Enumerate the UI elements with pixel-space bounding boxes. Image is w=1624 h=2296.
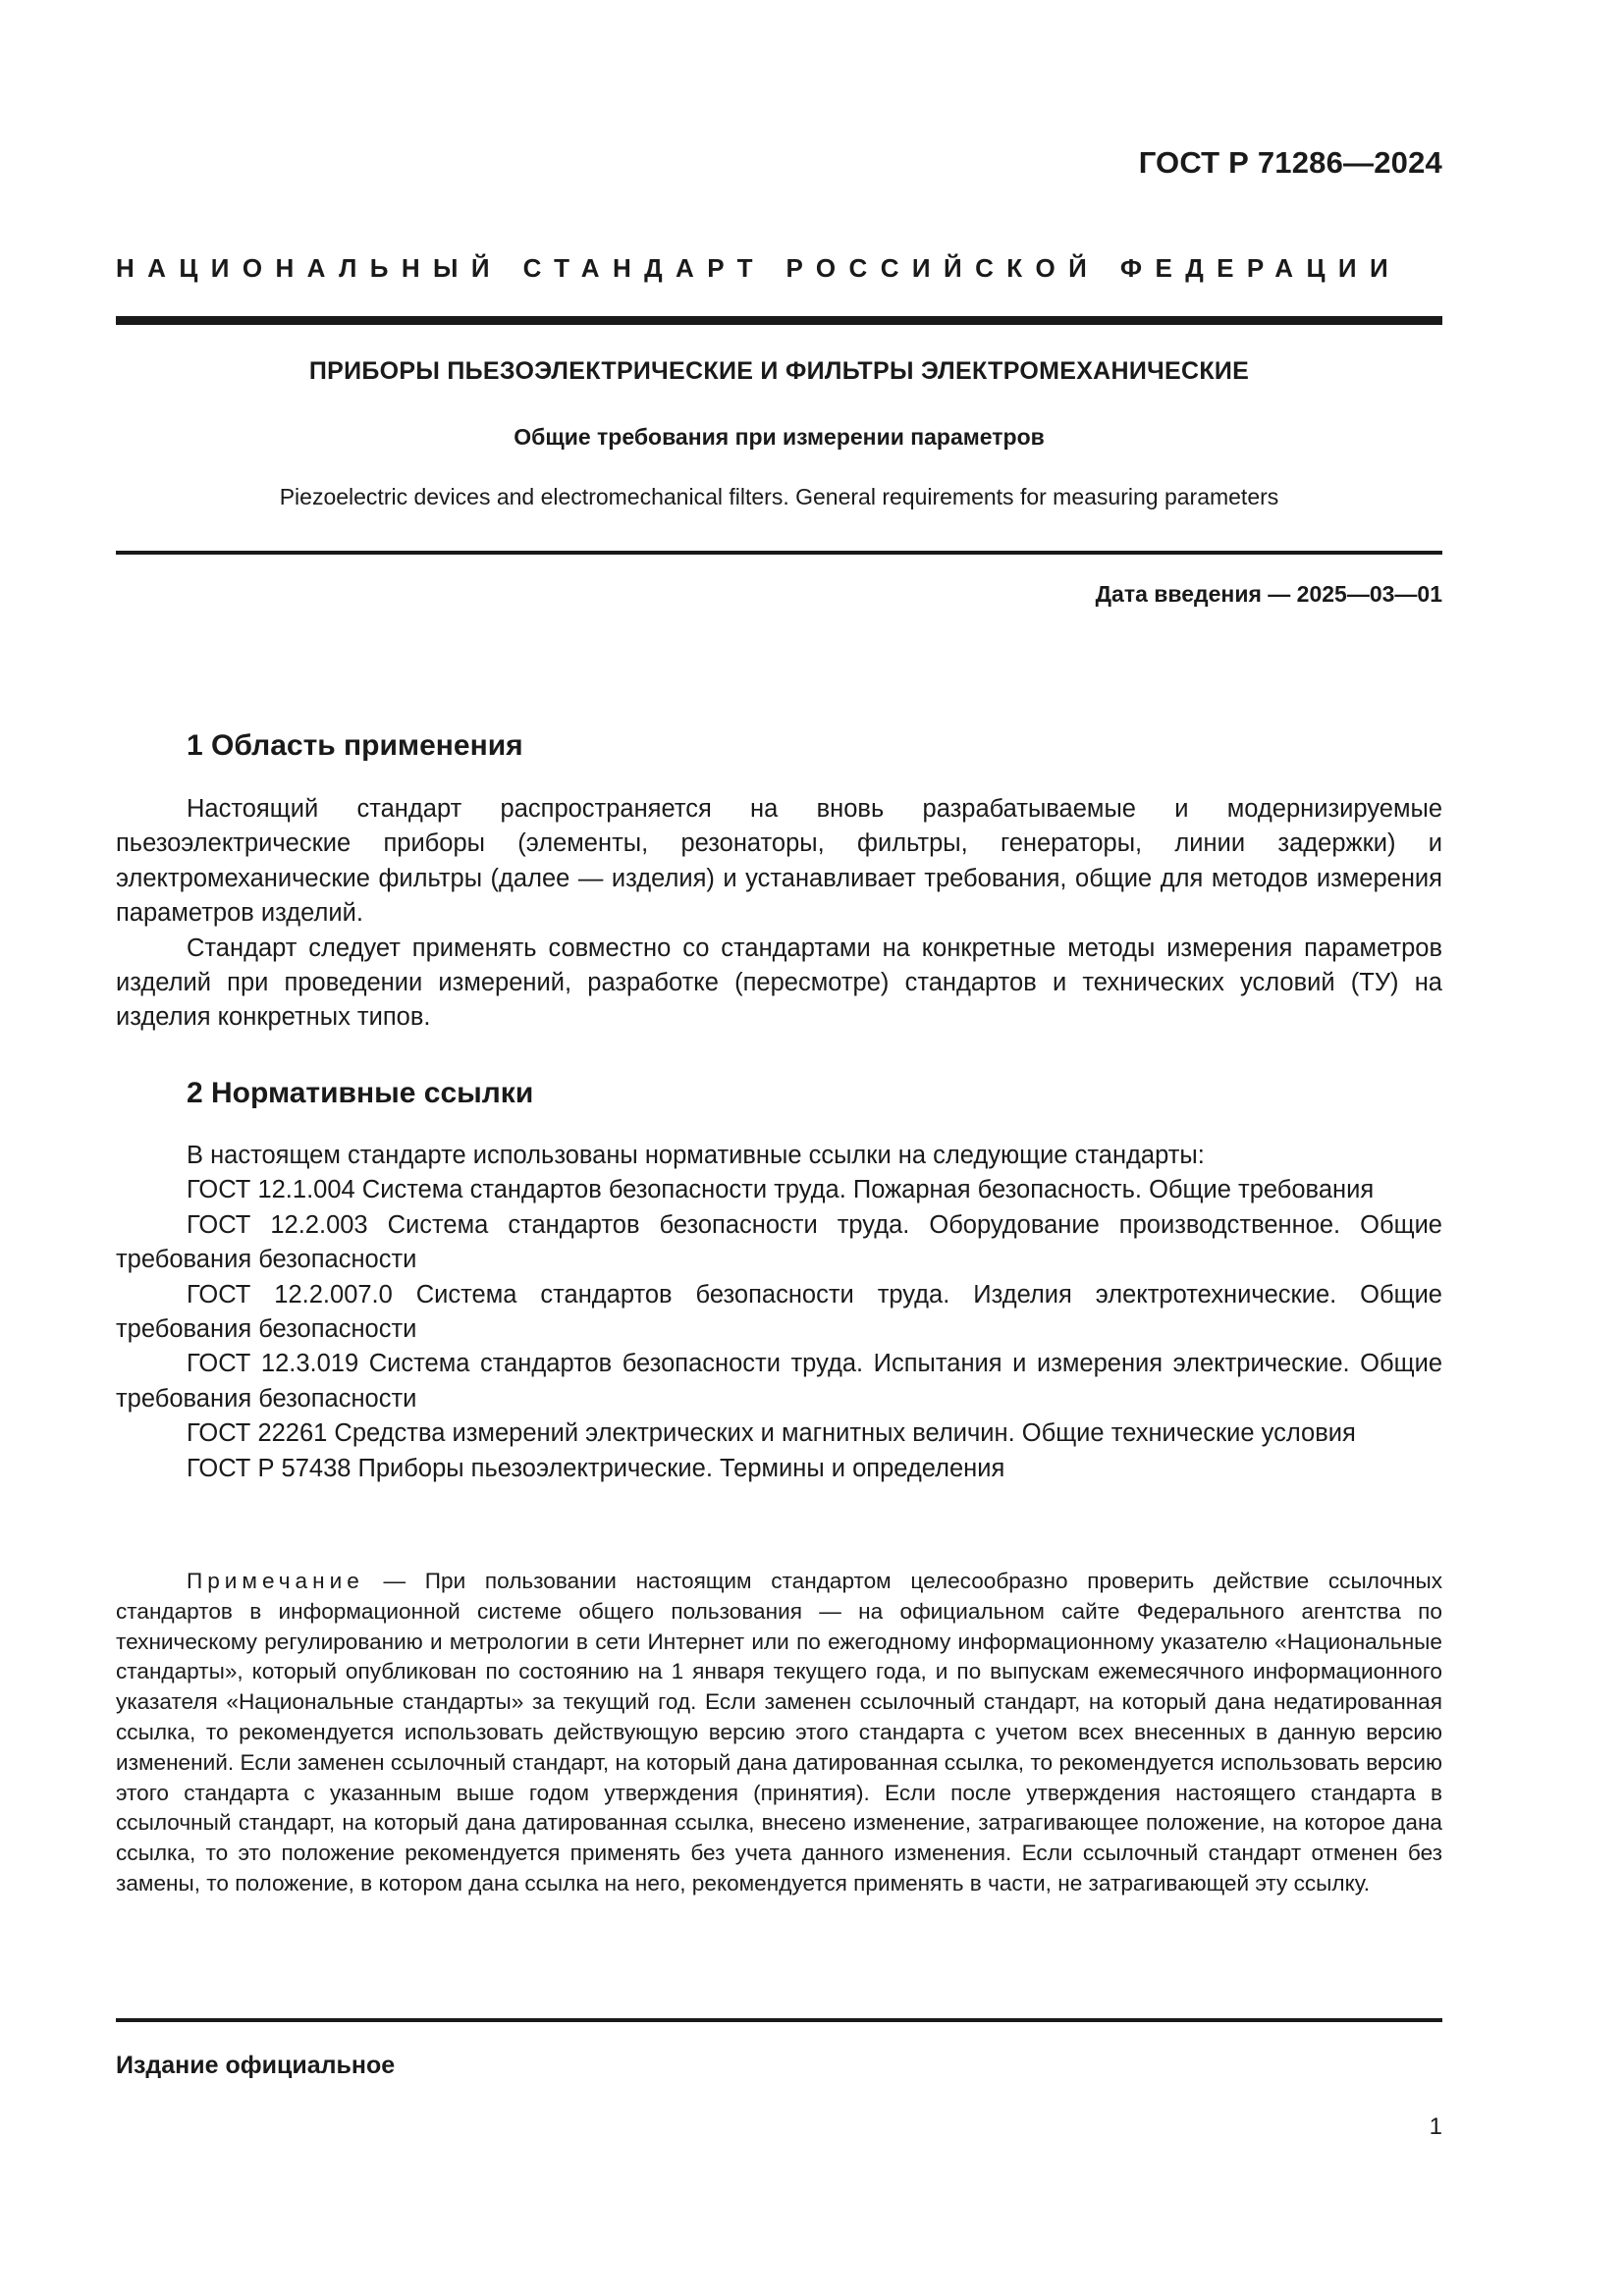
section-1-heading: 1 Область применения [187, 729, 523, 762]
page-number: 1 [1429, 2113, 1442, 2140]
reference-item: ГОСТ 22261 Средства измерений электрических и магнитных величин. Общие технические условия [187, 1419, 1356, 1448]
reference-item: ГОСТ 12.1.004 Система стандартов безопасности труда. Пожарная безопасность. Общие требования [187, 1176, 1375, 1204]
references-intro: В настоящем стандарте использованы нормативные ссылки на следующие стандарты: [187, 1142, 1205, 1169]
reference-item: ГОСТ Р 57438 Приборы пьезоэлектрические. Термины и определения [187, 1454, 1005, 1482]
reference-item: ГОСТ 12.3.019 Система стандартов безопасности труда. Испытания и измерения электрические. Общие требования безопасности [116, 1350, 1442, 1413]
footer-rule [116, 2018, 1442, 2022]
doc-number: ГОСТ Р 71286—2024 [1138, 145, 1442, 180]
title-rule [116, 551, 1442, 555]
note [116, 1567, 1442, 1899]
note-label: Примечание [187, 1569, 364, 1593]
reference-item: ГОСТ 12.2.003 Система стандартов безопасности труда. Оборудование производственное. Общие требования безопасности [116, 1210, 1442, 1274]
document-title: ПРИБОРЫ ПЬЕЗОЭЛЕКТРИЧЕСКИЕ И ФИЛЬТРЫ ЭЛЕКТРОМЕХАНИЧЕСКИЕ [308, 357, 1250, 385]
edition-label: Издание официальное [116, 2052, 396, 2079]
section-1-body [116, 792, 1442, 1036]
section-1-paragraph: Стандарт следует применять совместно со стандартами на конкретные методы измерения параметров изделий при проведении измерений, разработке (пересмотре) стандартов и технических условий (ТУ) на изделия конкретных типов. [116, 934, 1442, 1032]
introduction-date: Дата введения — 2025—03—01 [1095, 581, 1442, 607]
document-title-english: Piezoelectric devices and electromechanical filters. General requirements for measuring parameters [279, 484, 1279, 509]
section-1-paragraph: Настоящий стандарт распространяется на вновь разрабатываемые и модернизируемые пьезоэлектрические приборы (элементы, резонаторы, фильтры, генераторы, линии задержки) и электромеханические фильтры (далее — изделия) и устанавливает требования, общие для методов измерения параметров изделий. [116, 795, 1442, 928]
document-subtitle: Общие требования при измерении параметров [514, 424, 1045, 450]
section-2-body [116, 1139, 1442, 1486]
note-text: — При пользовании настоящим стандартом целесообразно проверить действие ссылочных стандартов в информационной системе общего пользования — на официальном сайте Федерального агентства по техническому регулированию и метрологии в сети Интернет или по ежегодному информационному указателю «Национальные стандарты», который опубликован по состоянию на 1 января текущего года, и по выпускам ежемесячного информационного указателя «Национальные стандарты» за текущий год. Если заменен ссылочный стандарт, на который дана недатированная ссылка, то рекомендуется использовать действующую версию этого стандарта с учетом всех внесенных в данную версию изменений. Если заменен ссылочный стандарт, на который дана датированная ссылка, то рекомендуется использовать версию этого стандарта с указанным выше годом утверждения (принятия). Если после утверждения настоящего стандарта в ссылочный стандарт, на который дана датированная ссылка, внесено изменение, затрагивающее положение, на которое дана ссылка, то это положение рекомендуется применять без учета данного изменения. Если ссылочный стандарт отменен без замены, то положение, в котором дана ссылка на него, рекомендуется применять в части, не затрагивающей эту ссылку. [116, 1569, 1442, 1896]
reference-item: ГОСТ 12.2.007.0 Система стандартов безопасности труда. Изделия электротехнические. Общие требования безопасности [116, 1280, 1442, 1344]
header-rule [116, 316, 1442, 325]
note-paragraph [116, 1567, 1442, 1899]
national-standard-line: НАЦИОНАЛЬНЫЙ СТАНДАРТ РОССИЙСКОЙ ФЕДЕРАЦИИ [116, 253, 1402, 283]
section-2-heading: 2 Нормативные ссылки [187, 1077, 534, 1109]
